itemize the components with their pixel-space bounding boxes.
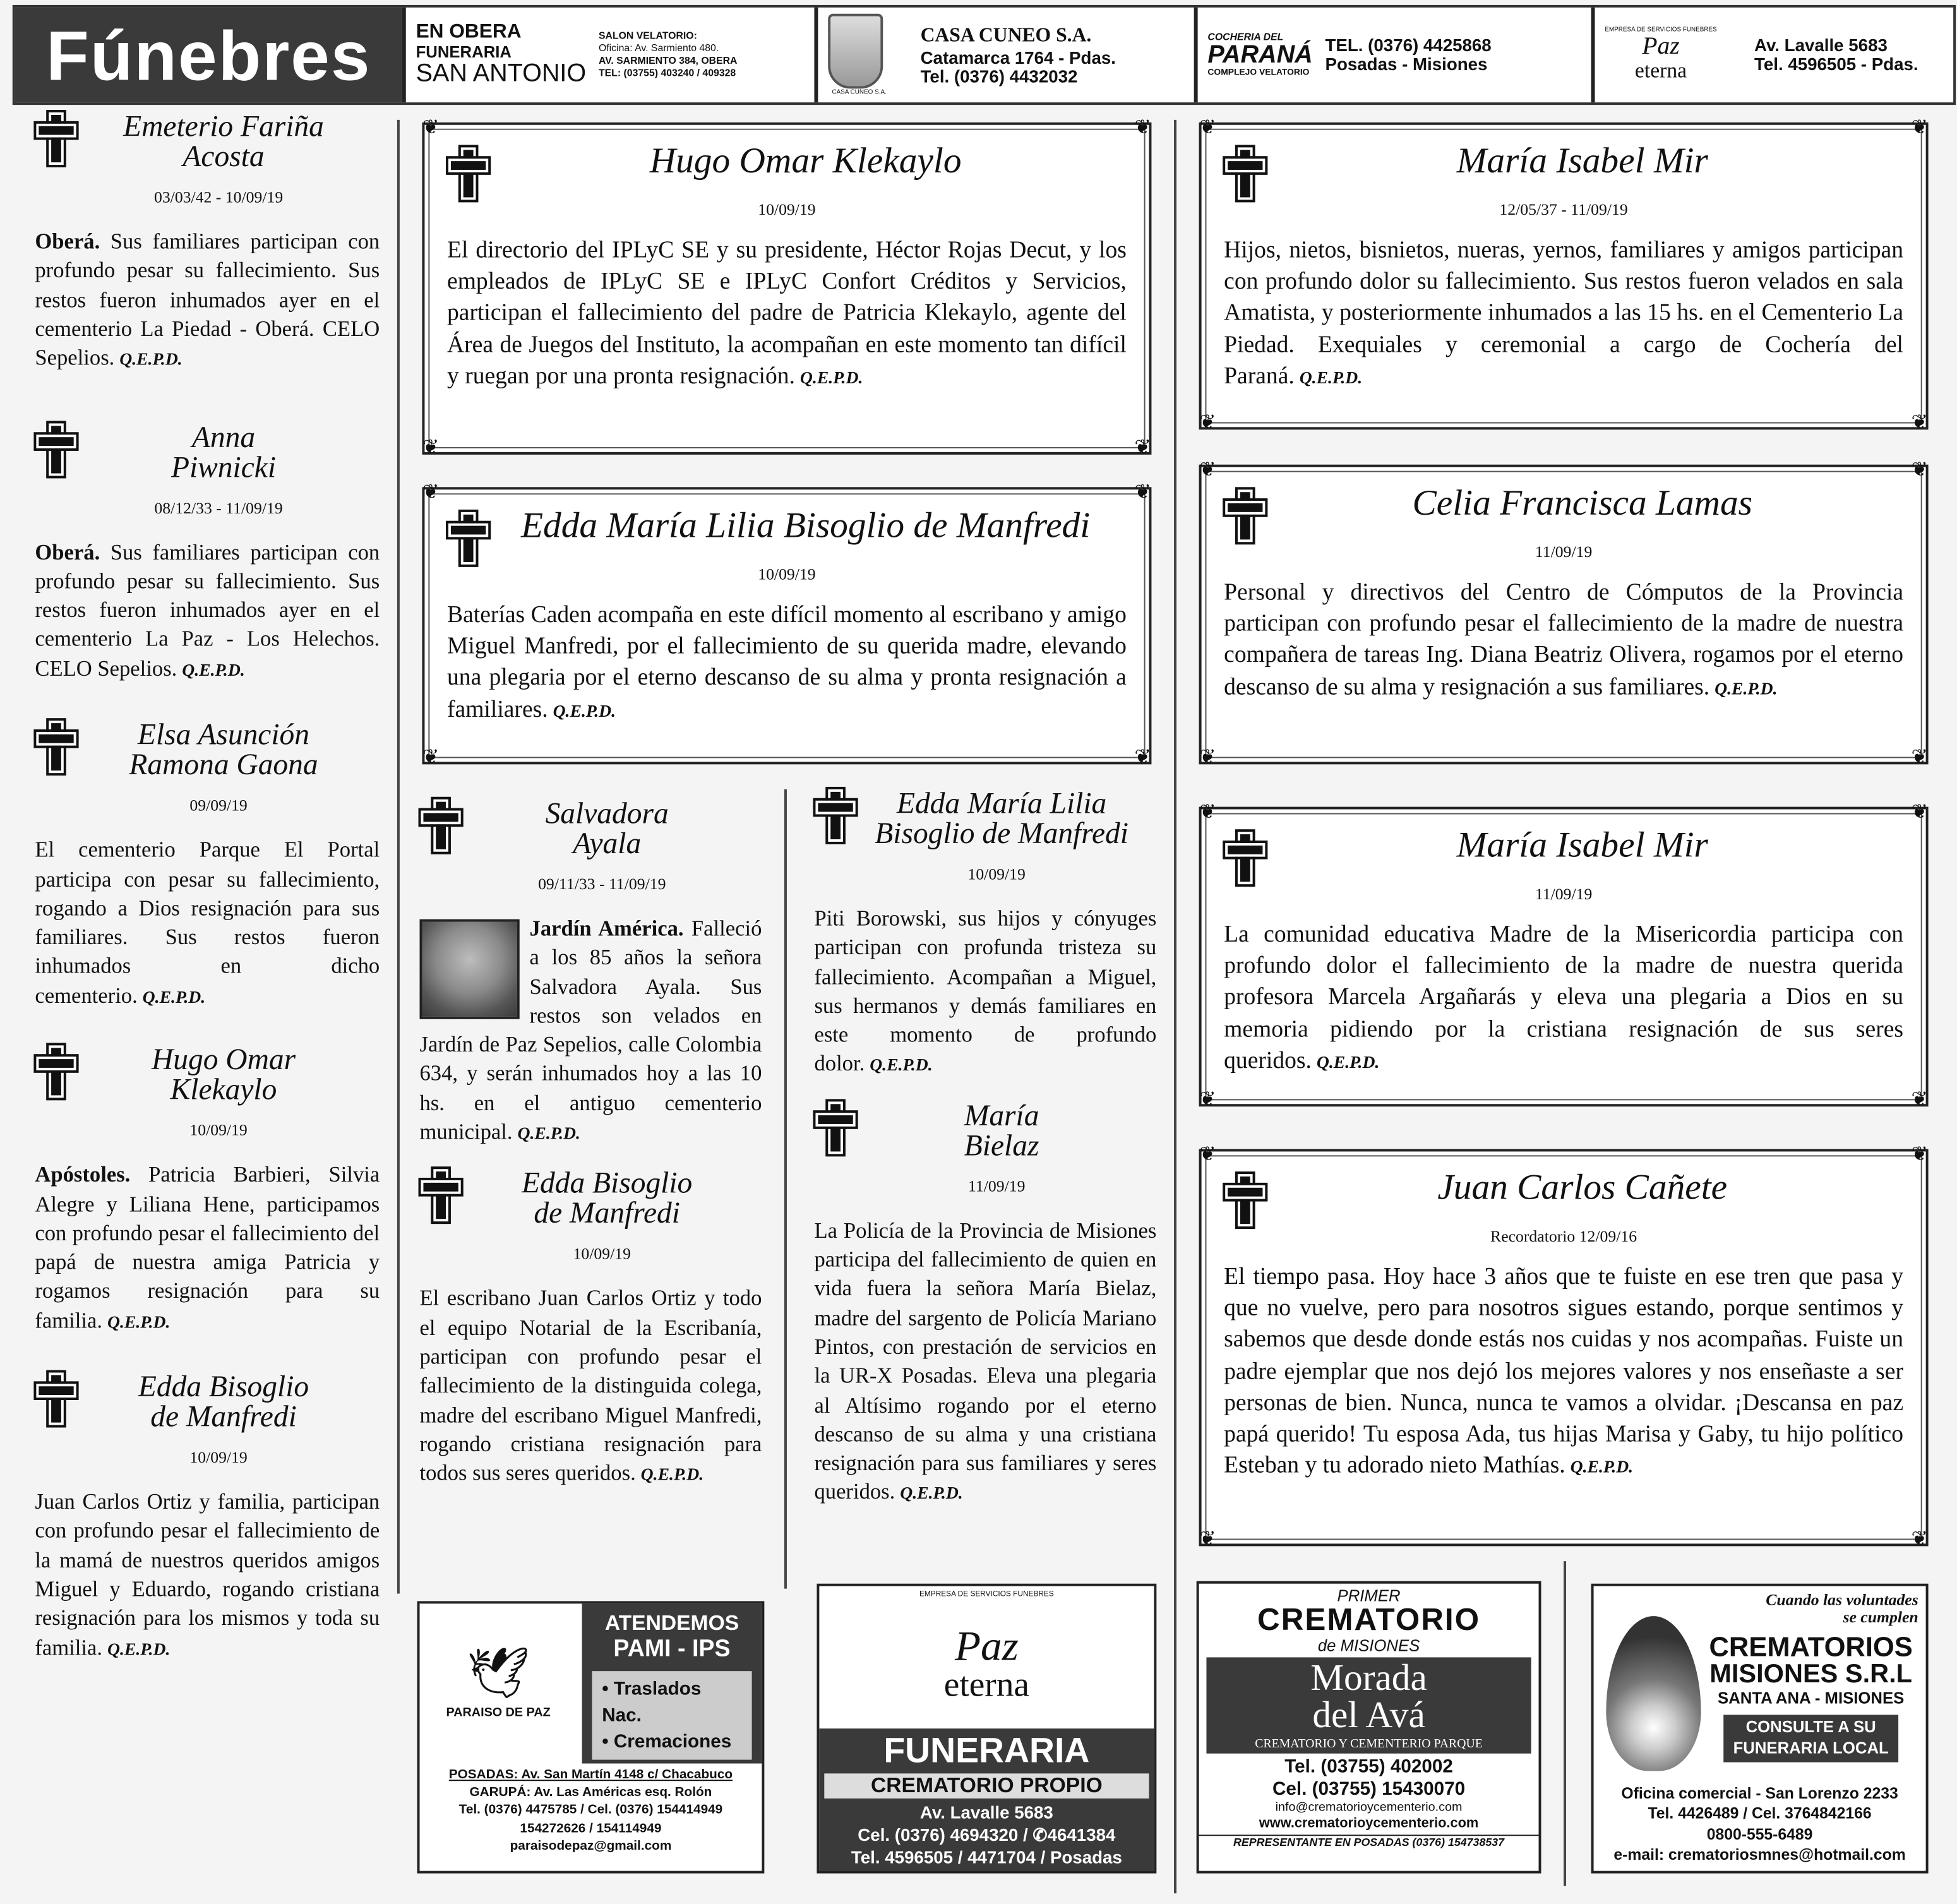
framed-notice bbox=[422, 117, 1151, 458]
notice-dates: 08/12/33 - 11/09/19 bbox=[154, 498, 283, 517]
deceased-name: Anna Piwnicki bbox=[171, 421, 277, 484]
notice-dates: 10/09/19 bbox=[573, 1244, 631, 1264]
notice-text: Hijos, nietos, bisnietos, nueras, yernos, familiares y amigos participan con profundo dolor su fallecimiento. Sus restos fueron velados en sala Amatista, y posteriormente inhumados a las 15 hs. en el Cementerio La Piedad. Exequiales y ceremonial a cargo de Cochería del Paraná. bbox=[1224, 237, 1904, 390]
notice-body bbox=[1224, 919, 1903, 1077]
paz-ad-logo-main: Paz bbox=[954, 1624, 1019, 1670]
obera-line2: FUNERARIA bbox=[416, 42, 512, 62]
cross-icon bbox=[35, 1373, 72, 1420]
ornament-icon: ❦ bbox=[422, 482, 440, 504]
crem-place: SANTA ANA - MISIONES bbox=[1718, 1688, 1905, 1708]
ornament-icon: ❦ bbox=[1199, 117, 1216, 139]
deceased-photo bbox=[420, 919, 520, 1019]
ornament-icon: ❦ bbox=[1911, 1089, 1928, 1111]
qepd-label: Q.E.P.D. bbox=[1570, 1459, 1634, 1478]
framed-notice bbox=[1199, 801, 1929, 1111]
crem-consult2: FUNERARIA LOCAL bbox=[1733, 1738, 1889, 1757]
paz-eterna-ad bbox=[1591, 8, 1954, 102]
notice-text: Falleció a los 85 años la señora Salvadora Ayala. Sus restos son velados en Jardín de Paz Sepelios, calle Colombia 634, y serán inhumados hoy a las 10 hs. en el antiguo cementerio municipal. bbox=[419, 915, 762, 1144]
obera-tel: TEL: (03755) 403240 / 409328 bbox=[598, 67, 736, 79]
notice-text: Personal y directivos del Centro de Cómputos de la Provincia participan con profundo pesar el fallecimiento de la madre de nuestra compañera de tareas Ing. Diana Beatriz Olivera, rogamos por el eterno descanso de su alma y resignación a sus familiares. bbox=[1224, 579, 1904, 700]
qepd-label: Q.E.P.D. bbox=[142, 988, 206, 1008]
notice-lead: Oberá. bbox=[35, 228, 100, 254]
framed-notice bbox=[1199, 1144, 1929, 1550]
paz-tel: Tel. 4596505 - Pdas. bbox=[1754, 54, 1918, 74]
notice-dates: 10/09/19 bbox=[967, 864, 1026, 883]
notice-body bbox=[447, 235, 1127, 393]
notice-body bbox=[35, 1488, 380, 1663]
ornament-icon: ❦ bbox=[1911, 1144, 1928, 1166]
notice-text: El cementerio Parque El Portal participa con pesar su fallecimiento, rogando a Dios resignación para sus familiares. Sus restos fueron inhumados en dicho cementerio. bbox=[35, 837, 380, 1008]
paz-ad-cel: Cel. (0376) 4694320 / ✆4641384 bbox=[858, 1824, 1116, 1845]
paraiso-tel2: 154272626 / 154114949 bbox=[520, 1820, 662, 1836]
ornament-icon: ❦ bbox=[1199, 1144, 1216, 1166]
notice-body bbox=[35, 538, 380, 684]
deceased-name: Celia Francisca Lamas bbox=[1412, 483, 1752, 524]
notice-text: Piti Borowski, sus hijos y cónyuges participan con profunda tristeza su fallecimiento. Acompañan a Miguel, sus hermanos y demás familiares en este momento de profundo dolor. bbox=[814, 905, 1157, 1076]
notice-dates: 09/11/33 - 11/09/19 bbox=[538, 874, 666, 894]
notice-text: El directorio del IPLyC SE y su presidente, Héctor Rojas Decut, y los empleados de IPLyC SE e IPLyC Confort Créditos y Servicios, participan el fallecimiento del padre de Patricia Klekaylo, agente del Área de Juegos del Instituto, la acompañan en este momento tan difícil y ruegan por una pronta resignación. bbox=[447, 237, 1127, 390]
obera-line3: SAN ANTONIO bbox=[416, 59, 587, 87]
death-notice bbox=[35, 423, 380, 684]
cross-icon bbox=[35, 423, 72, 470]
paz-logo-top: EMPRESA DE SERVICIOS FUNEBRES bbox=[1605, 26, 1717, 34]
crem-name1: CREMATORIOS bbox=[1709, 1631, 1913, 1663]
ornament-icon: ❦ bbox=[1911, 1528, 1928, 1550]
notice-text: Sus familiares participan con profundo pesar su fallecimiento. Sus restos fueron inhumados ayer en el cementerio La Piedad - Oberá. CELO Sepelios. bbox=[35, 228, 380, 370]
ornament-icon: ❦ bbox=[1134, 746, 1151, 769]
paz-ad-title: FUNERARIA bbox=[883, 1731, 1090, 1770]
notice-dates: 09/09/19 bbox=[189, 796, 248, 815]
ornament-icon: ❦ bbox=[1199, 1089, 1216, 1111]
notice-lead: Jardín América. bbox=[529, 915, 684, 941]
framed-notice bbox=[422, 482, 1151, 769]
cuneo-shield-logo bbox=[828, 14, 883, 89]
cross-icon bbox=[814, 789, 851, 837]
deceased-name: Juan Carlos Cañete bbox=[1437, 1168, 1728, 1208]
deceased-name: Edda Bisoglio de Manfredi bbox=[521, 1168, 693, 1231]
cuneo-logo-caption: CASA CUNEO S.A. bbox=[832, 88, 887, 97]
morada-del-ava-ad bbox=[1197, 1581, 1541, 1874]
notice-lead: Oberá. bbox=[35, 539, 100, 565]
notice-body bbox=[1224, 1261, 1903, 1482]
morada-name2: del Avá bbox=[1312, 1694, 1425, 1737]
paraiso-line1: ATENDEMOS bbox=[604, 1611, 739, 1635]
morada-top: PRIMER bbox=[1337, 1586, 1401, 1605]
qepd-label: Q.E.P.D. bbox=[870, 1057, 933, 1076]
ornament-icon: ❦ bbox=[1911, 117, 1928, 139]
notice-date: 11/09/19 bbox=[1535, 883, 1593, 903]
notice-text: Juan Carlos Ortiz y familia, participan con profundo pesar el fallecimiento de la mamá de nuestros queridos amigos Miguel y Eduardo, rogando cristiana resignación para los mismos y toda su familia. bbox=[35, 1488, 380, 1660]
ornament-icon: ❦ bbox=[1199, 1528, 1216, 1550]
cross-icon bbox=[1224, 832, 1261, 879]
death-notice bbox=[35, 1046, 380, 1336]
death-notice bbox=[35, 1373, 380, 1663]
paz-ad-subtitle: CREMATORIO PROPIO bbox=[824, 1773, 1149, 1799]
deceased-name: Elsa Asunción Ramona Gaona bbox=[129, 719, 318, 782]
section-title: Fúnebres bbox=[15, 8, 402, 102]
ornament-icon: ❦ bbox=[1199, 459, 1216, 481]
paraiso-addr2: GARUPÁ: Av. Las Américas esq. Rolón bbox=[469, 1785, 712, 1800]
parana-logo-main: PARANÁ bbox=[1207, 41, 1313, 69]
notice-dates: 03/03/42 - 10/09/19 bbox=[153, 187, 284, 207]
notice-dates: 11/09/19 bbox=[967, 1176, 1026, 1195]
notice-body bbox=[1224, 577, 1903, 703]
cross-icon bbox=[35, 721, 72, 769]
cross-icon bbox=[1224, 1174, 1261, 1221]
cross-icon bbox=[1224, 147, 1261, 195]
parana-ad bbox=[1194, 8, 1591, 102]
notice-text: Sus familiares participan con profundo pesar su fallecimiento. Sus restos fueron inhumados ayer en el cementerio La Paz - Los Helechos. CELO Sepelios. bbox=[35, 539, 380, 681]
paz-ad-logo-sub: eterna bbox=[943, 1667, 1029, 1706]
crem-tel: Tel. 4426489 / Cel. 3764842166 bbox=[1648, 1805, 1872, 1823]
qepd-label: Q.E.P.D. bbox=[107, 1640, 171, 1660]
paz-address: Av. Lavalle 5683 bbox=[1754, 35, 1888, 56]
crem-name2: MISIONES S.R.L bbox=[1709, 1660, 1913, 1689]
paraiso-bullet1: • Traslados Nac. bbox=[602, 1679, 702, 1727]
cuneo-address: Catamarca 1764 - Pdas. bbox=[920, 47, 1116, 68]
deceased-name: Hugo Omar Klekaylo bbox=[649, 141, 962, 181]
framed-notice bbox=[1199, 117, 1929, 434]
notice-text: Baterías Caden acompaña en este difícil momento al escribano y amigo Miguel Manfredi, por el fallecimiento de su querida madre, elevando una plegaria por el eterno descanso de su alma y pronta resignación a familiares. bbox=[447, 602, 1127, 723]
ornament-icon: ❦ bbox=[1199, 412, 1216, 434]
notice-date: 11/09/19 bbox=[1535, 542, 1593, 561]
paraiso-email: paraisodepaz@gmail.com bbox=[510, 1838, 672, 1853]
crem-office: Oficina comercial - San Lorenzo 2233 bbox=[1621, 1785, 1898, 1802]
paz-logo-main: Paz bbox=[1642, 32, 1680, 61]
deceased-name: Edda María Lilia Bisoglio de Manfredi bbox=[875, 787, 1128, 851]
obera-line1: EN OBERA bbox=[416, 21, 522, 43]
cuneo-ad bbox=[814, 8, 1194, 102]
parana-tel: TEL. (0376) 4425868 bbox=[1325, 35, 1492, 56]
whatsapp-icon: ✆ bbox=[1032, 1824, 1048, 1845]
paz-ad-tel: Tel. 4596505 / 4471704 / Posadas bbox=[851, 1847, 1122, 1868]
paraiso-logo: PARAISO DE PAZ bbox=[446, 1705, 551, 1720]
dove-icon: 🕊 bbox=[466, 1645, 530, 1701]
notice-body bbox=[420, 914, 762, 1147]
notice-text: La comunidad educativa Madre de la Misericordia participa con profundo dolor el fallecimiento de la madre de nuestra querida profesora Marcela Argañarás y eleva una plegaria a Dios en su memoria pidiendo por la cristiana resignación de sus seres queridos. bbox=[1224, 921, 1904, 1074]
page-header bbox=[13, 5, 1956, 105]
notice-body bbox=[447, 599, 1127, 726]
qepd-label: Q.E.P.D. bbox=[799, 369, 863, 388]
ornament-icon: ❦ bbox=[1199, 746, 1216, 769]
obera-ad bbox=[402, 8, 815, 102]
notice-date: 12/05/37 - 11/09/19 bbox=[1499, 200, 1628, 219]
crem-consult1: CONSULTE A SU bbox=[1745, 1717, 1876, 1737]
deceased-name: Edda Bisoglio de Manfredi bbox=[138, 1371, 309, 1434]
death-notice bbox=[35, 112, 380, 373]
qepd-label: Q.E.P.D. bbox=[119, 350, 183, 370]
ornament-icon: ❦ bbox=[422, 437, 440, 458]
obera-salon-label: SALON VELATORIO: bbox=[598, 30, 697, 42]
morada-tel: Tel. (03755) 402002 bbox=[1284, 1756, 1453, 1778]
notice-dates: 10/09/19 bbox=[189, 1120, 248, 1140]
ornament-icon: ❦ bbox=[1134, 117, 1151, 139]
ornament-icon: ❦ bbox=[422, 117, 440, 139]
qepd-label: Q.E.P.D. bbox=[1316, 1054, 1380, 1073]
cuneo-tel: Tel. (0376) 4432032 bbox=[920, 66, 1078, 87]
qepd-label: Q.E.P.D. bbox=[640, 1466, 704, 1485]
column-divider bbox=[397, 120, 400, 1594]
cross-icon bbox=[1224, 489, 1261, 537]
deceased-name: María Isabel Mir bbox=[1456, 825, 1708, 866]
cross-icon bbox=[814, 1101, 851, 1149]
qepd-label: Q.E.P.D. bbox=[517, 1125, 580, 1144]
cuneo-name: CASA CUNEO S.A. bbox=[920, 25, 1092, 47]
notice-date: 10/09/19 bbox=[758, 564, 816, 584]
framed-notice bbox=[1199, 459, 1929, 769]
paz-ad-address: Av. Lavalle 5683 bbox=[919, 1802, 1053, 1823]
notice-body bbox=[1224, 235, 1903, 393]
parana-city: Posadas - Misiones bbox=[1325, 54, 1488, 74]
cross-icon bbox=[420, 1170, 457, 1217]
notice-body bbox=[814, 1216, 1156, 1507]
notice-body bbox=[35, 1161, 380, 1336]
ornament-icon: ❦ bbox=[1911, 459, 1928, 481]
notice-body bbox=[814, 904, 1156, 1079]
column-middle-right bbox=[814, 789, 1156, 1530]
obera-address: AV. SARMIENTO 384, OBERA bbox=[598, 55, 738, 66]
obera-salon-address: Oficina: Av. Sarmiento 480. bbox=[598, 42, 719, 54]
paz-ad-logo-top: EMPRESA DE SERVICIOS FUNEBRES bbox=[919, 1591, 1054, 1599]
deceased-name: Salvadora Ayala bbox=[545, 798, 669, 861]
qepd-label: Q.E.P.D. bbox=[553, 702, 616, 722]
morada-web: www.crematorioycementerio.com bbox=[1259, 1816, 1479, 1831]
column-divider bbox=[1174, 120, 1176, 1893]
notice-lead: Apóstoles. bbox=[35, 1161, 131, 1187]
crem-tagline2: se cumplen bbox=[1843, 1607, 1918, 1627]
notice-date: 10/09/19 bbox=[758, 200, 816, 219]
notice-dates: 10/09/19 bbox=[189, 1447, 248, 1467]
deceased-name: María Bielaz bbox=[964, 1100, 1039, 1163]
crem-tagline1: Cuando las voluntades bbox=[1766, 1590, 1918, 1609]
ornament-icon: ❦ bbox=[422, 746, 440, 769]
deceased-name: Hugo Omar Klekaylo bbox=[151, 1044, 296, 1107]
cross-icon bbox=[447, 147, 484, 195]
notice-text: El tiempo pasa. Hoy hace 3 años que te fuiste en ese tren que pasa y que no vuelve, pero para nosotros sigues estando, porque sentimos y sabemos que desde donde estás nos cuidas y nos acompañas. Fuiste un padre ejemplar que nos dejó los mejores valores y nos enseñaste a ser personas de bien. Nunca, nunca te vamos a olvidar. ¡Descansa en paz papá querido! Tu esposa Ada, tus hijas Marisa y Gaby, tu hijo político Esteban y tu adorado nieto Mathías. bbox=[1224, 1264, 1904, 1480]
death-notice bbox=[420, 1170, 762, 1488]
paraiso-line2: PAMI - IPS bbox=[613, 1636, 731, 1663]
morada-cel: Cel. (03755) 15430070 bbox=[1272, 1778, 1466, 1800]
qepd-label: Q.E.P.D. bbox=[182, 661, 245, 681]
crem-free: 0800-555-6489 bbox=[1706, 1825, 1813, 1843]
crematorios-misiones-ad bbox=[1591, 1584, 1929, 1874]
ornament-icon: ❦ bbox=[1911, 746, 1928, 769]
cross-icon bbox=[447, 512, 484, 560]
paraiso-addr1: POSADAS: Av. San Martín 4148 c/ Chacabuco bbox=[448, 1767, 733, 1783]
paz-logo-sub: eterna bbox=[1634, 59, 1687, 83]
morada-email: info@crematorioycementerio.com bbox=[1275, 1800, 1463, 1815]
notice-body bbox=[35, 836, 380, 1011]
death-notice bbox=[420, 799, 762, 1147]
qepd-label: Q.E.P.D. bbox=[1715, 680, 1778, 699]
ornament-icon: ❦ bbox=[1199, 801, 1216, 823]
ornament-icon: ❦ bbox=[1134, 482, 1151, 504]
paraiso-bullet2: • Cremaciones bbox=[602, 1731, 732, 1752]
crem-email: e-mail: crematoriosmnes@hotmail.com bbox=[1613, 1845, 1906, 1864]
notice-body bbox=[420, 1284, 762, 1488]
morada-name1: Morada bbox=[1310, 1657, 1427, 1699]
deceased-name: Edda María Lilia Bisoglio de Manfredi bbox=[521, 505, 1091, 546]
death-notice bbox=[35, 721, 380, 1011]
qepd-label: Q.E.P.D. bbox=[107, 1313, 171, 1332]
cross-icon bbox=[420, 799, 457, 847]
parana-logo-sub: COMPLEJO VELATORIO bbox=[1207, 68, 1310, 78]
column-divider bbox=[784, 789, 787, 1589]
notice-text: Patricia Barbieri, Silvia Alegre y Liliana Hene, participamos con profundo pesar el fallecimiento del papá de nuestra amiga Patricia y rogamos resignación para su familia. bbox=[35, 1161, 380, 1332]
notice-text: El escribano Juan Carlos Ortiz y todo el equipo Notarial de la Escribanía, participan con profundo pesar el fallecimiento de la distinguida colega, madre del escribano Miguel Manfredi, rogando cristiana resignación para todos sus seres queridos. bbox=[419, 1285, 762, 1485]
ornament-icon: ❦ bbox=[1911, 801, 1928, 823]
notice-date: Recordatorio 12/09/16 bbox=[1490, 1226, 1637, 1245]
paz-eterna-funeraria-ad bbox=[817, 1584, 1156, 1874]
death-notice bbox=[814, 1101, 1156, 1507]
column-left bbox=[35, 112, 380, 1685]
paraiso-de-paz-ad bbox=[417, 1601, 765, 1873]
ornament-icon: ❦ bbox=[1134, 437, 1151, 458]
qepd-label: Q.E.P.D. bbox=[900, 1485, 963, 1504]
deceased-name: Emeterio Fariña Acosta bbox=[123, 111, 324, 174]
parana-logo-top: COCHERIA DEL bbox=[1207, 30, 1284, 42]
column-middle-left bbox=[420, 799, 762, 1511]
notice-body bbox=[35, 227, 380, 373]
flame-icon bbox=[1606, 1616, 1701, 1771]
paraiso-tel1: Tel. (0376) 4475785 / Cel. (0376) 154414949 bbox=[458, 1802, 723, 1818]
morada-rep: REPRESENTANTE EN POSADAS (0376) 154738537 bbox=[1199, 1835, 1539, 1850]
ornament-icon: ❦ bbox=[1911, 412, 1928, 434]
morada-caption: CREMATORIO Y CEMENTERIO PARQUE bbox=[1255, 1737, 1483, 1751]
qepd-label: Q.E.P.D. bbox=[1299, 369, 1363, 388]
deceased-name: María Isabel Mir bbox=[1456, 141, 1708, 181]
column-divider bbox=[1564, 1561, 1566, 1886]
morada-sub: de MISIONES bbox=[1317, 1636, 1420, 1655]
cross-icon bbox=[35, 112, 72, 160]
notice-text: La Policía de la Provincia de Misiones participa del fallecimiento de quien en vida fuera la señora María Bielaz, madre del sargento de Policía Mariano Pintos, con prestación de servicios en la UR-X Posadas. Eleva una plegaria al Altísimo rogando por el eterno descanso de su alma y una cristiana resignación para sus familiares y seres queridos. bbox=[814, 1218, 1157, 1504]
morada-title: CREMATORIO bbox=[1257, 1602, 1481, 1638]
death-notice bbox=[814, 789, 1156, 1079]
cross-icon bbox=[35, 1046, 72, 1093]
